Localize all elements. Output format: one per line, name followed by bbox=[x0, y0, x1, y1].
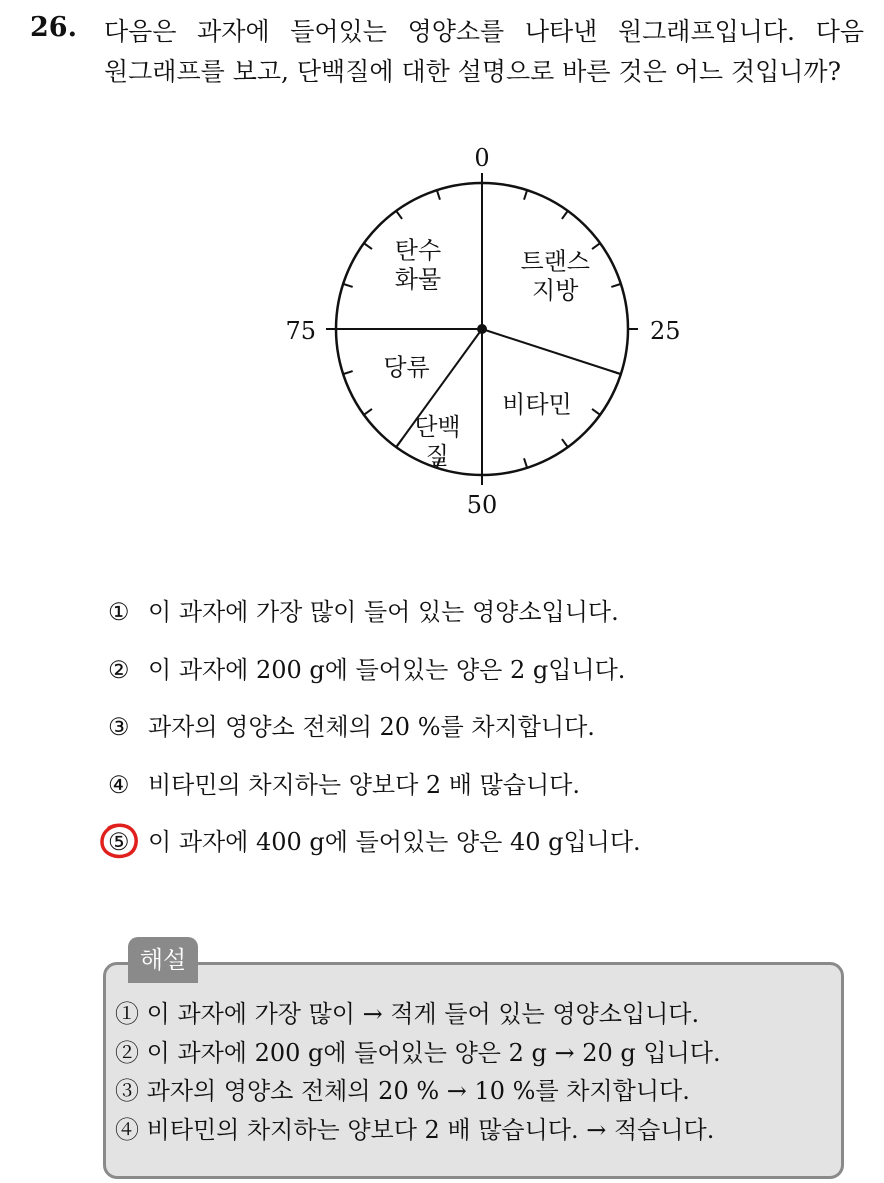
choice-2[interactable] bbox=[108, 650, 641, 708]
choice-4-text: 비타민의 차지하는 양보다 2 배 많습니다. bbox=[148, 770, 580, 799]
choice-3[interactable] bbox=[108, 707, 641, 765]
choice-1[interactable] bbox=[108, 592, 641, 650]
slice-label: 트랜스 bbox=[520, 247, 591, 276]
minor-tick bbox=[592, 409, 600, 415]
choice-2-mark: ② bbox=[108, 655, 130, 684]
pie-center-dot bbox=[477, 324, 487, 334]
choice-1-mark: ① bbox=[108, 598, 130, 626]
choice-4[interactable] bbox=[108, 765, 641, 823]
scale-label-50: 50 bbox=[466, 491, 498, 519]
minor-tick bbox=[437, 190, 440, 200]
choice-3-mark: ③ bbox=[108, 713, 130, 741]
explanation-line-1: ① 이 과자에 가장 많이 → 적게 들어 있는 영양소입니다. bbox=[115, 1000, 700, 1028]
choice-2-text: 이 과자에 200 g에 들어있는 양은 2 g입니다. bbox=[148, 655, 626, 684]
slice-label: 지방 bbox=[532, 276, 579, 305]
slice-label: 탄수 bbox=[394, 236, 442, 265]
scale-label-0: 0 bbox=[474, 144, 490, 172]
choice-5-text: 이 과자에 400 g에 들어있는 양은 40 g입니다. bbox=[148, 828, 641, 856]
choice-3-text: 과자의 영양소 전체의 20 %를 차지합니다. bbox=[148, 713, 595, 741]
choice-5[interactable] bbox=[108, 822, 641, 880]
slice-label: 질 bbox=[425, 442, 449, 471]
minor-tick bbox=[364, 409, 372, 415]
question-line-1: 다음은 과자에 들어있는 영양소를 나타낸 원그래프입니다. 다음 bbox=[104, 17, 864, 46]
explanation-tab: 해설 bbox=[128, 937, 198, 983]
pie-chart bbox=[285, 144, 690, 520]
minor-tick bbox=[562, 439, 568, 447]
choice-4-mark: ④ bbox=[108, 770, 130, 799]
explanation-line-3: ③ 과자의 영양소 전체의 20 % → 10 %를 차지합니다. bbox=[115, 1077, 690, 1105]
minor-tick bbox=[611, 284, 621, 287]
question-text bbox=[104, 12, 864, 92]
minor-tick bbox=[343, 371, 353, 374]
choice-list bbox=[108, 592, 641, 880]
choice-5-mark: ⑤ bbox=[108, 828, 130, 856]
choice-1-text: 이 과자에 가장 많이 들어 있는 영양소입니다. bbox=[148, 598, 619, 626]
question-line-2: 원그래프를 보고, 단백질에 대한 설명으로 바른 것은 어느 것입니까? bbox=[104, 57, 841, 86]
question-number: 26. bbox=[30, 12, 77, 43]
minor-tick bbox=[562, 211, 568, 219]
explanation-line-2: ② 이 과자에 200 g에 들어있는 양은 2 g → 20 g 입니다. bbox=[115, 1038, 721, 1067]
scale-label-25: 25 bbox=[650, 317, 681, 345]
minor-tick bbox=[524, 458, 527, 468]
slice-label: 비타민 bbox=[502, 390, 572, 419]
minor-tick bbox=[396, 211, 402, 219]
minor-tick bbox=[592, 243, 600, 249]
answer-circle-icon bbox=[98, 821, 141, 861]
scale-label-75: 75 bbox=[285, 317, 316, 345]
minor-tick bbox=[524, 190, 527, 200]
slice-label: 당류 bbox=[383, 353, 430, 382]
minor-tick bbox=[343, 284, 353, 287]
slice-label: 화물 bbox=[394, 265, 442, 294]
minor-tick bbox=[364, 243, 372, 249]
slice-boundary bbox=[482, 329, 621, 374]
explanation-lines bbox=[115, 995, 721, 1149]
explanation-line-4: ④ 비타민의 차지하는 양보다 2 배 많습니다. → 적습니다. bbox=[115, 1115, 715, 1144]
slice-label: 단백 bbox=[414, 413, 461, 442]
